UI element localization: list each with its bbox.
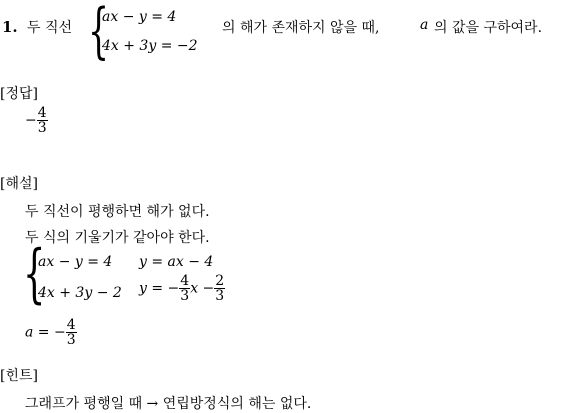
answer-denominator: 3: [37, 120, 47, 136]
const-denominator: 3: [215, 288, 225, 304]
answer-numerator: 4: [37, 105, 47, 121]
problem-number: 1.: [2, 18, 18, 36]
system-brace: {: [88, 0, 110, 66]
solution-sys-eq1: ax − y = 4: [38, 254, 113, 270]
answer-value: [25, 106, 48, 135]
solution-sys-eq2: 4x + 3y − 2: [38, 285, 122, 301]
solution-line1: 두 직선이 평행하면 해가 없다.: [25, 204, 210, 220]
result-denominator: 3: [66, 332, 76, 348]
answer-sign: −: [25, 112, 37, 129]
problem-lead: 두 직선: [27, 20, 73, 36]
hint-text: 그래프가 평행일 때 → 연립방정식의 해는 없다.: [25, 396, 312, 412]
result-prefix: a = −: [25, 324, 66, 341]
problem-eq1: ax − y = 4: [102, 9, 177, 25]
slope-numerator: 4: [180, 273, 190, 289]
solution-line2: 두 식의 기울기가 같아야 한다.: [25, 230, 210, 246]
problem-eq2: 4x + 3y = −2: [102, 38, 198, 54]
slope-mid: x −: [190, 280, 215, 297]
slope-denominator: 3: [180, 288, 190, 304]
problem-question-a: 의 해가 존재하지 않을 때,: [222, 20, 380, 36]
solution-system-brace: {: [23, 237, 46, 311]
result-numerator: 4: [66, 317, 76, 333]
slope-prefix: y = −: [139, 280, 180, 297]
problem-var-a: a: [420, 17, 429, 33]
solution-sys-eq1-slope: y = ax − 4: [139, 254, 214, 270]
solution-label: [해설]: [0, 176, 38, 192]
const-numerator: 2: [215, 273, 225, 289]
solution-sys-eq2-slope: [139, 274, 225, 303]
solution-result: [25, 318, 77, 347]
problem-question-b: 의 값을 구하여라.: [434, 20, 543, 36]
hint-label: [힌트]: [0, 368, 38, 384]
answer-label: [정답]: [0, 86, 38, 102]
